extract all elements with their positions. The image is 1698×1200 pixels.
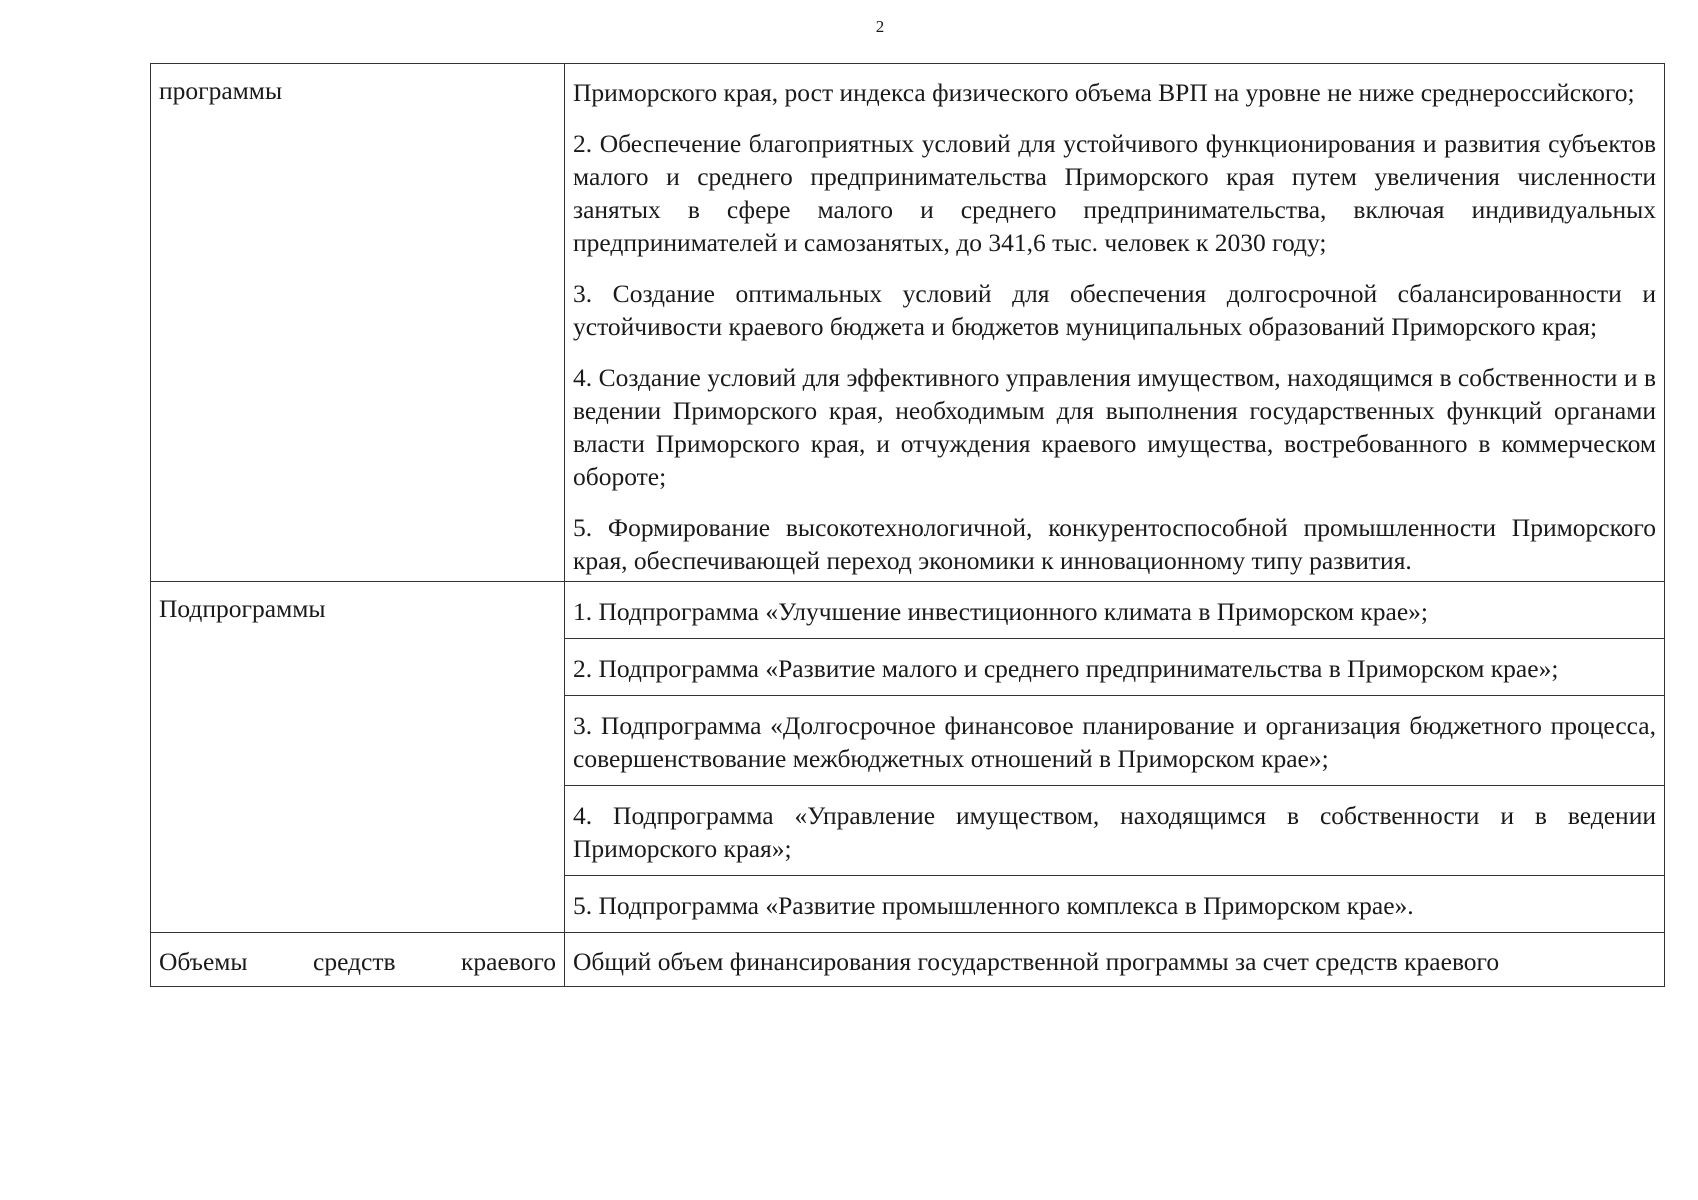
row-content-subprograms (565, 582, 1665, 933)
table-row-subprograms (151, 582, 1665, 933)
subprogram-item: 2. Подпрограмма «Развитие малого и среднего предпринимательства в Приморском крае»; (565, 639, 1664, 696)
program-passport-table (150, 63, 1665, 987)
row-label-text: Подпрограммы (159, 594, 326, 623)
row-label-funding (151, 933, 565, 987)
page-number: 2 (875, 17, 885, 36)
row-label-subprograms (151, 582, 565, 933)
goal-paragraph: Приморского края, рост индекса физического объема ВРП на уровне не ниже среднероссийского; (573, 78, 1635, 107)
table-row-goals (151, 64, 1665, 582)
row-label-goals (151, 64, 565, 582)
subprogram-item: 1. Подпрограмма «Улучшение инвестиционного климата в Приморском крае»; (565, 582, 1664, 639)
table-row-funding (151, 933, 1665, 987)
subprogram-item: 5. Подпрограмма «Развитие промышленного комплекса в Приморском крае». (573, 891, 1414, 920)
subprogram-item: 4. Подпрограмма «Управление имуществом, находящимся в собственности и в ведении Приморского края»; (565, 786, 1664, 876)
row-content-goals (565, 64, 1665, 582)
goal-paragraph: 2. Обеспечение благоприятных условий для устойчивого функционирования и развития субъектов малого и среднего предпринимательства Приморского края путем увеличения численности занятых в сфере малого и среднего предпринимательства, включая индивидуальных предпринимателей и самозанятых, до 341,6 тыс. человек к 2030 году; (573, 129, 1656, 257)
goal-paragraph: 3. Создание оптимальных условий для обеспечения долгосрочной сбалансированности и устойчивости краевого бюджета и бюджетов муниципальных образований Приморского края; (573, 279, 1656, 341)
subprogram-item: 3. Подпрограмма «Долгосрочное финансовое планирование и организация бюджетного процесса, совершенствование межбюджетных отношений в Приморском крае»; (565, 696, 1664, 786)
funding-text: Общий объем финансирования государственной программы за счет средств краевого (573, 947, 1500, 976)
goal-paragraph: 5. Формирование высокотехнологичной, конкурентоспособной промышленности Приморского края, обеспечивающей переход экономики к инновационному типу развития. (573, 513, 1656, 575)
row-label-text: Объемы средств краевого (159, 947, 556, 976)
goal-paragraph: 4. Создание условий для эффективного управления имуществом, находящимся в собственности и в ведении Приморского края, необходимым для выполнения государственных функций органами власти Приморского края, и отчуждения краевого имущества, востребованного в коммерческом обороте; (573, 363, 1656, 491)
row-content-funding (565, 933, 1665, 987)
row-label-text: программы (159, 76, 283, 105)
